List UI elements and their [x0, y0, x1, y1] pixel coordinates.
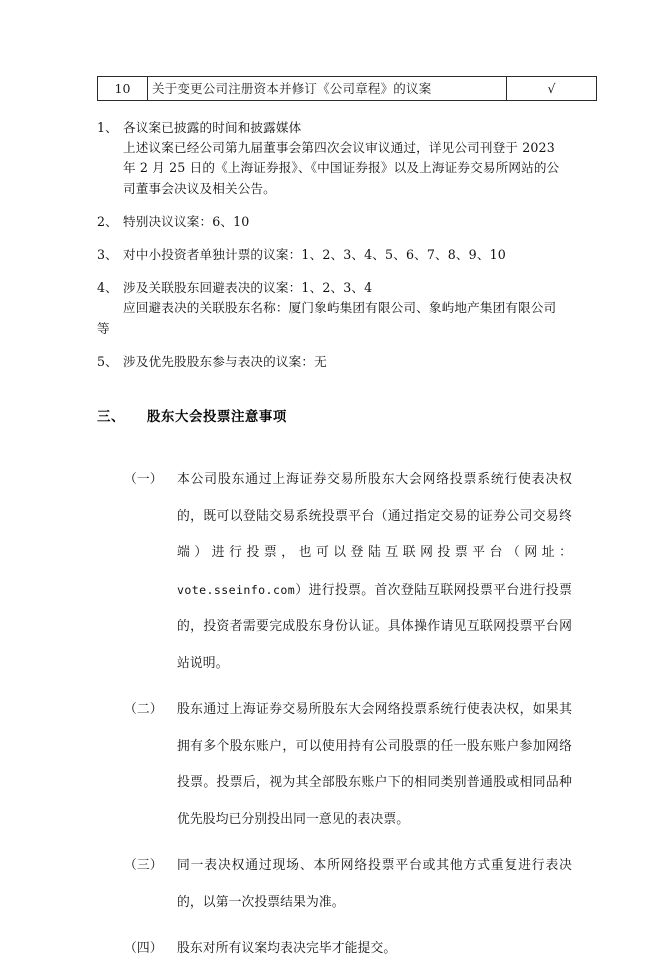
lettered-paragraph-marker: （二）: [124, 702, 163, 717]
proposal-number-cell: 10: [98, 77, 148, 101]
section-heading-title: 股东大会投票注意事项: [147, 409, 287, 425]
list-item-head-text: 对中小投资者单独计票的议案：1、2、3、4、5、6、7、8、9、10: [123, 247, 506, 263]
list-item-marker: 2、: [97, 213, 118, 229]
list-item-head: [97, 118, 569, 138]
list-item: [97, 245, 569, 265]
lettered-paragraph-text: 股东通过上海证券交易所股东大会网络投票系统行使表决权，如果其拥有多个股东账户，可以使用持有公司股票的任一股东账户参加网络投票。投票后，视为其全部股东账户下的相同类别普通股或相同品种优先股均已分别投出同一意见的表决票。: [177, 702, 572, 827]
lettered-paragraph: [124, 692, 572, 838]
lettered-paragraph-text: 本公司股东通过上海证券交易所股东大会网络投票系统行使表决权的，既可以登陆交易系统投票平台（通过指定交易的证券公司交易终端）进行投票，也可以登陆互联网投票平台（网址：: [177, 472, 572, 560]
table-row: [98, 77, 597, 101]
lettered-paragraph-text-tail: ）进行投票。首次登陆互联网投票平台进行投票的，投资者需要完成股东身份认证。具体操作请见互联网投票平台网站说明。: [177, 582, 572, 671]
list-item-marker: 4、: [97, 280, 118, 296]
list-item-head-text: 涉及关联股东回避表决的议案：1、2、3、4: [123, 280, 373, 296]
proposal-title-cell: 关于变更公司注册资本并修订《公司章程》的议案: [148, 77, 507, 101]
numbered-list: [97, 118, 569, 372]
lettered-paragraph-text: 同一表决权通过现场、本所网络投票平台或其他方式重复进行表决的，以第一次投票结果为准。: [177, 858, 572, 910]
list-item: [97, 352, 569, 372]
lettered-paragraph: [124, 931, 572, 968]
list-item-head-text: 各议案已披露的时间和披露媒体: [123, 120, 302, 135]
list-item-head-text: 涉及优先股股东参与表决的议案：无: [123, 353, 327, 369]
list-item-head: [97, 245, 569, 265]
list-item: [97, 118, 569, 199]
list-item-head-text: 特别决议议案：6、10: [123, 213, 250, 229]
lettered-paragraph-list: [124, 462, 572, 968]
voting-platform-url: vote.sseinfo.com: [177, 582, 296, 597]
list-item-marker: 1、: [97, 120, 118, 135]
lettered-paragraph-marker: （三）: [124, 858, 163, 873]
lettered-paragraph: [124, 462, 572, 682]
proposal-check-cell: √: [507, 77, 597, 101]
list-item: [97, 278, 569, 339]
section-heading-marker: 三、: [97, 409, 125, 425]
lettered-paragraph-text: 股东对所有议案均表决完毕才能提交。: [177, 941, 397, 956]
lettered-paragraph-marker: （四）: [124, 941, 163, 956]
proposal-table: [97, 76, 597, 101]
list-item-head: [97, 212, 569, 232]
list-item-head: [97, 278, 569, 298]
list-item-marker: 3、: [97, 247, 118, 263]
list-item-head: [97, 352, 569, 372]
lettered-paragraph-marker: （一）: [124, 472, 163, 487]
list-item-body: 应回避表决的关联股东名称：厦门象屿集团有限公司、象屿地产集团有限公司等: [97, 300, 557, 336]
list-item-marker: 5、: [97, 353, 118, 369]
section-heading: [97, 406, 287, 425]
list-item: [97, 212, 569, 232]
lettered-paragraph: [124, 848, 572, 921]
list-item-body: 上述议案已经公司第九届董事会第四次会议审议通过，详见公司刊登于 2023 年 2 月 25 日的《上海证券报》、《中国证券报》以及上海证券交易所网站的公司董事会决议及相关公告。: [123, 140, 560, 196]
